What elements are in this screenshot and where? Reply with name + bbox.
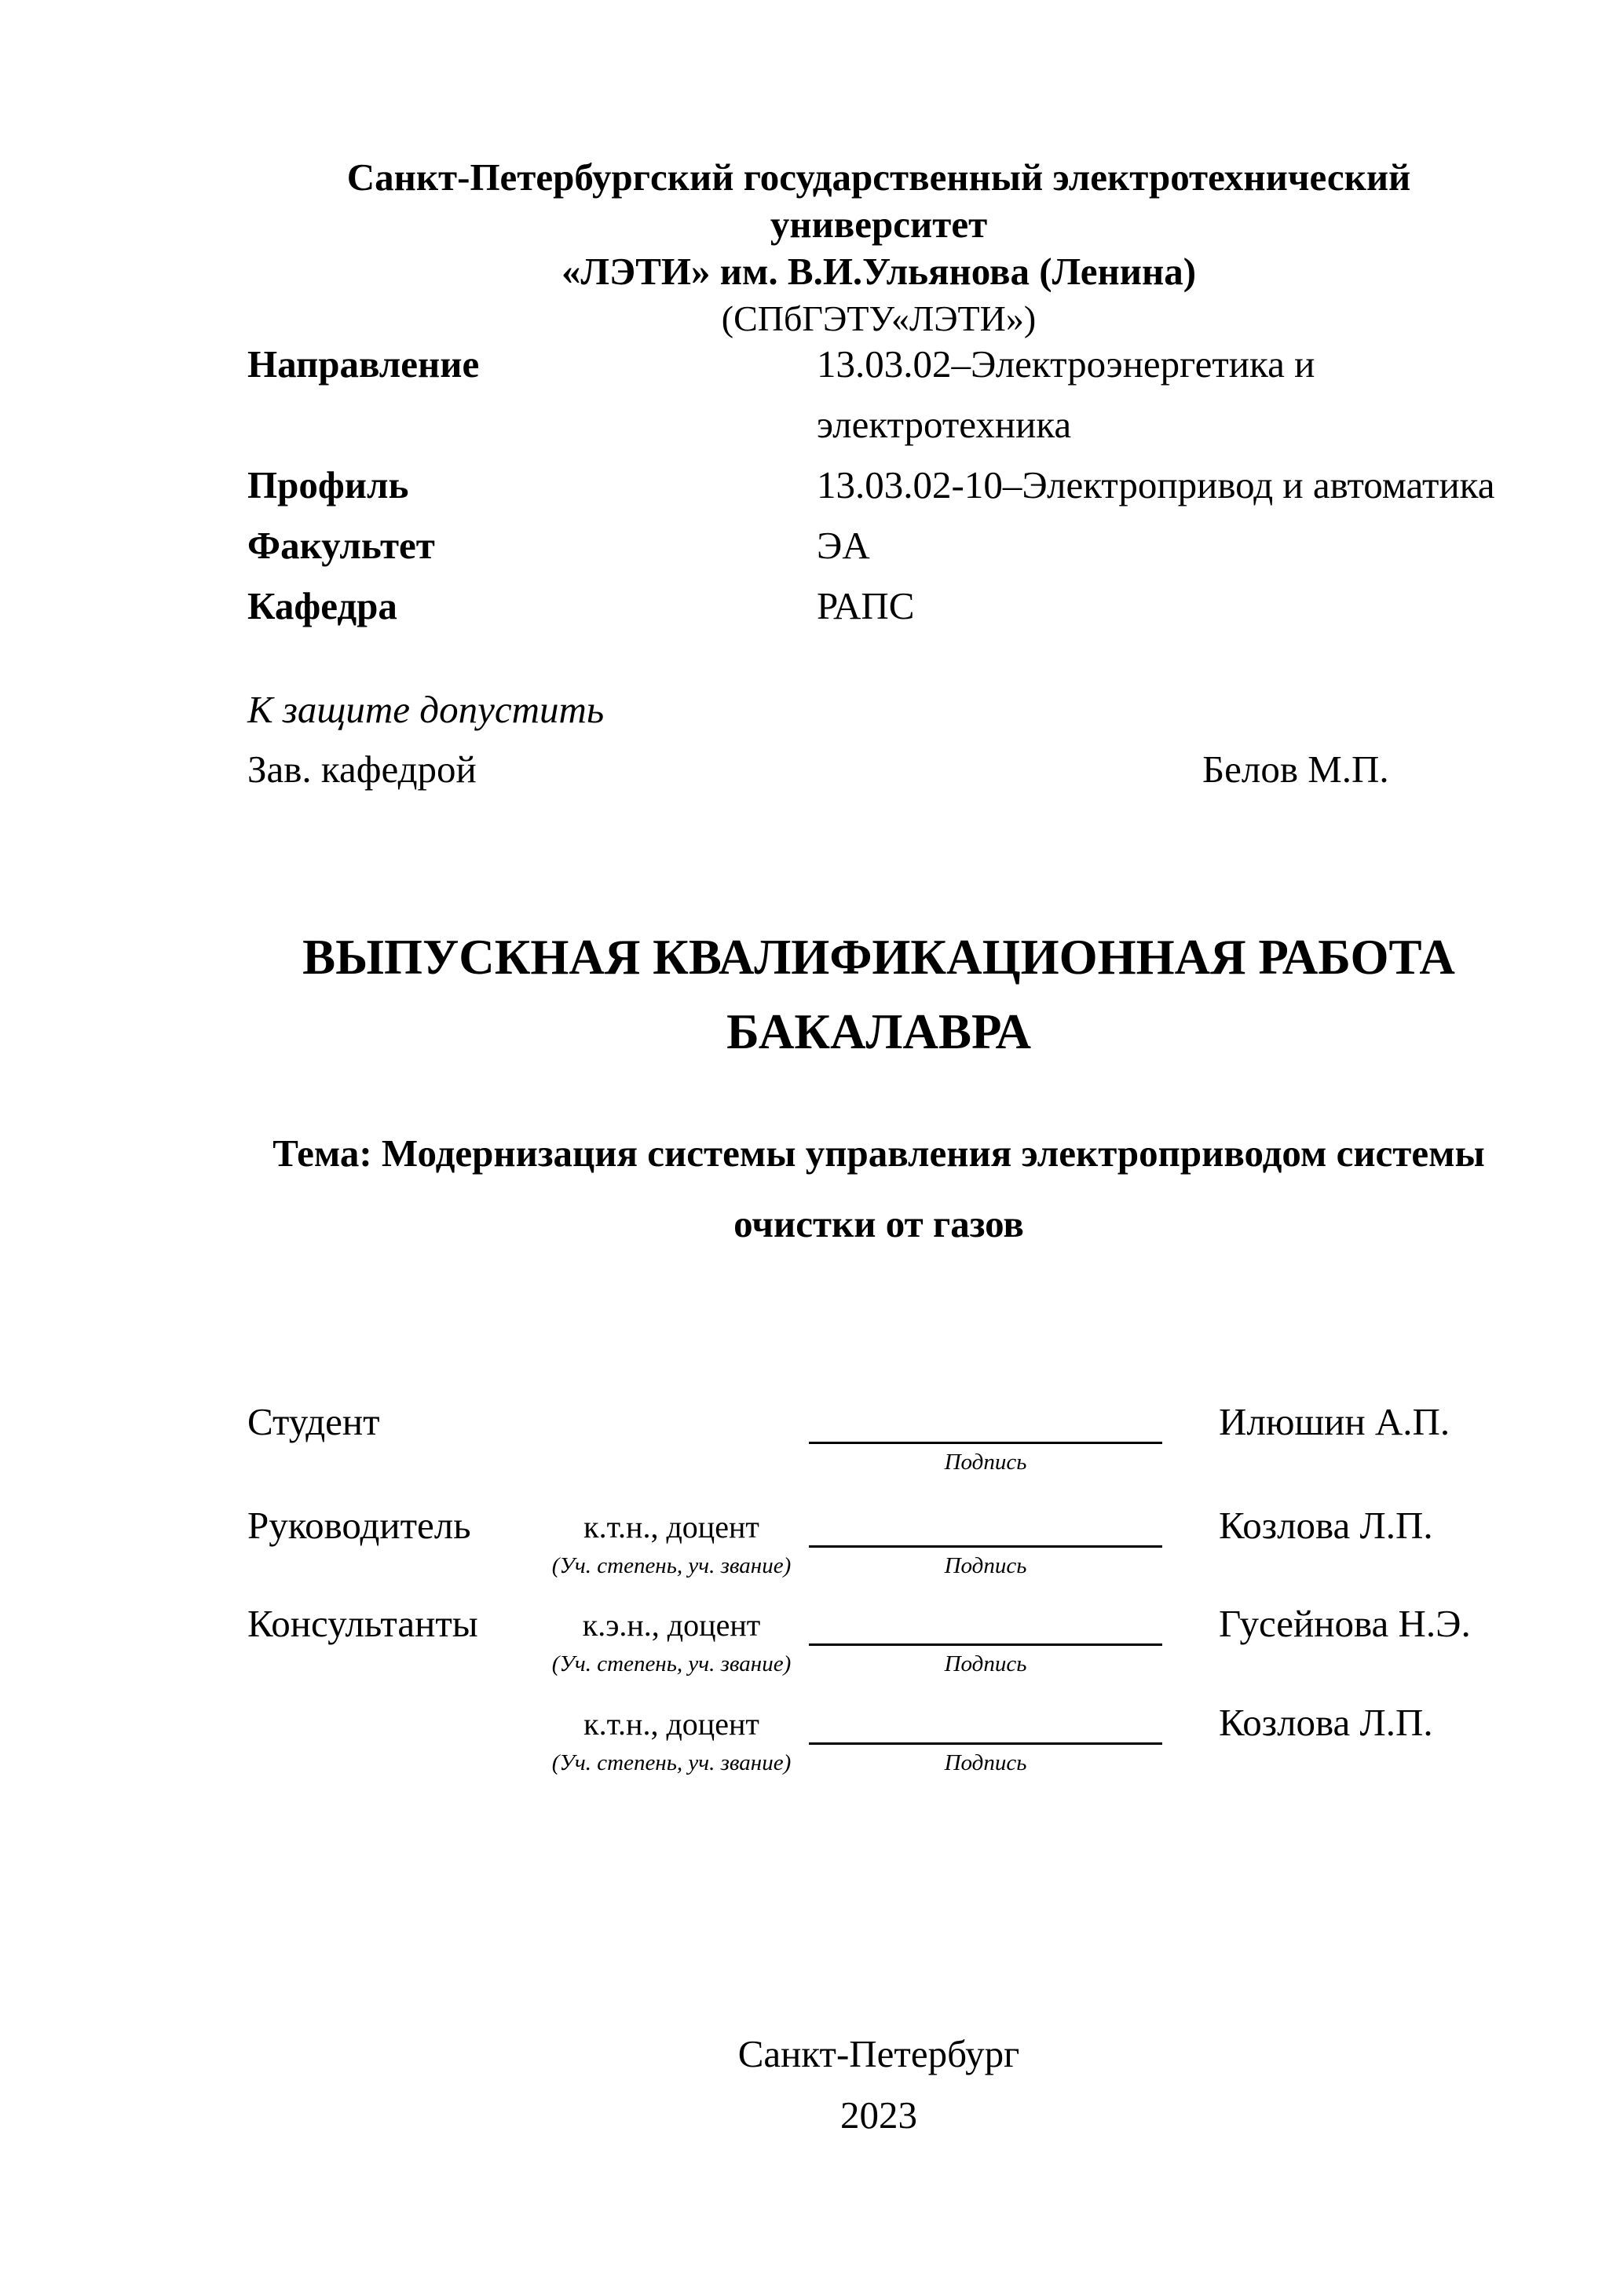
role-label: Консультанты <box>247 1602 478 1645</box>
person-name: Козлова Л.П. <box>1219 1504 1433 1547</box>
signature-line <box>809 1442 1162 1444</box>
faculty-label: Факультет <box>247 524 435 567</box>
signature-row-consultant-1 <box>0 1600 1624 1702</box>
department-label: Кафедра <box>247 584 397 627</box>
signature-line <box>809 1742 1162 1745</box>
signature-caption: Подпись <box>944 1651 1027 1676</box>
person-name: Гусейнова Н.Э. <box>1219 1602 1471 1645</box>
degree-caption: (Уч. степень, уч. звание) <box>551 1750 792 1775</box>
work-title-line2: БАКАЛАВРА <box>726 1004 1031 1059</box>
theme-line1: Тема: Модернизация системы управления электроприводом системы <box>272 1132 1485 1175</box>
faculty-value: ЭА <box>817 524 870 567</box>
profile-value: 13.03.02-10–Электропривод и автоматика <box>817 463 1495 506</box>
admission-approve-line: К защите допустить <box>247 688 605 731</box>
theme-line2: очистки от газов <box>733 1202 1024 1245</box>
degree-label: к.э.н., доцент <box>582 1607 761 1643</box>
direction-value-line1: 13.03.02–Электроэнергетика и <box>817 342 1315 386</box>
university-name-line1: Санкт-Петербургский государственный электротехнический университет <box>346 155 1411 246</box>
university-abbreviation: (СПбГЭТУ«ЛЭТИ») <box>721 298 1037 338</box>
role-label: Руководитель <box>247 1504 471 1547</box>
degree-caption: (Уч. степень, уч. звание) <box>551 1553 792 1578</box>
signature-row-consultant-2 <box>0 1698 1624 1801</box>
degree-label: к.т.н., доцент <box>583 1509 759 1545</box>
department-value: РАПС <box>817 584 915 627</box>
direction-label: Направление <box>247 342 480 386</box>
signature-caption: Подпись <box>944 1553 1027 1578</box>
person-name: Козлова Л.П. <box>1219 1701 1433 1744</box>
role-label: Студент <box>247 1400 380 1443</box>
signature-caption: Подпись <box>944 1750 1027 1775</box>
signature-line <box>809 1545 1162 1548</box>
signature-caption: Подпись <box>944 1450 1027 1475</box>
signature-row-student <box>0 1398 1624 1500</box>
theme-title <box>247 1118 1510 1260</box>
signature-row-supervisor <box>0 1501 1624 1603</box>
direction-value-line2: электротехника <box>817 403 1072 446</box>
footer-year: 2023 <box>840 2093 917 2137</box>
department-head-name: Белов М.П. <box>1202 748 1389 791</box>
signature-line <box>809 1643 1162 1646</box>
person-name: Илюшин А.П. <box>1219 1400 1450 1443</box>
university-name-line2: «ЛЭТИ» им. В.И.Ульянова (Ленина) <box>561 250 1197 293</box>
department-head-label: Зав. кафедрой <box>247 748 477 791</box>
profile-label: Профиль <box>247 463 409 506</box>
university-header <box>247 154 1510 342</box>
footer-city: Санкт-Петербург <box>737 2032 1020 2075</box>
work-title <box>247 920 1510 1069</box>
work-title-line1: ВЫПУСКНАЯ КВАЛИФИКАЦИОННАЯ РАБОТА <box>302 930 1455 985</box>
degree-caption: (Уч. степень, уч. звание) <box>551 1651 792 1676</box>
degree-label: к.т.н., доцент <box>583 1706 759 1742</box>
